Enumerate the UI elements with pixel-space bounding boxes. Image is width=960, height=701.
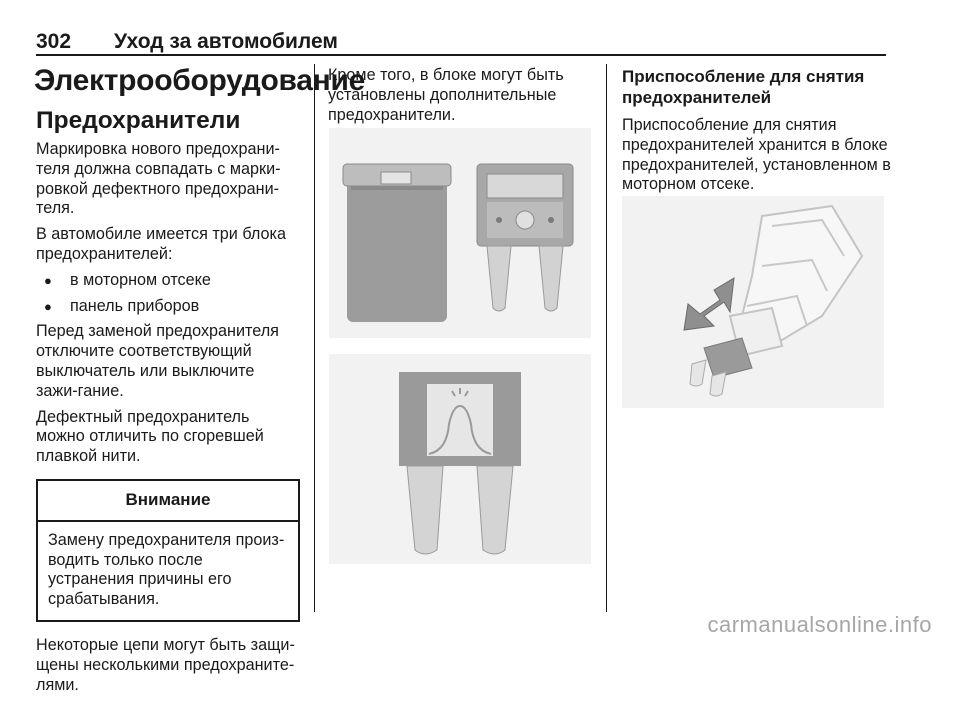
column-2	[328, 66, 598, 131]
fuse-photo-bottom	[329, 354, 591, 564]
paragraph-multiple-fuses: Некоторые цепи могут быть защи-щены несколькими предохраните-лями.	[36, 635, 295, 694]
paragraph-additional-fuses: Кроме того, в блоке могут быть установлены дополнительные предохранители.	[328, 66, 564, 124]
column-divider-2	[606, 64, 607, 612]
fuse-box-list	[36, 271, 300, 317]
chapter-title: Уход за автомобилем	[114, 30, 338, 53]
column-divider-1	[314, 64, 315, 612]
fuse-photo-top	[329, 128, 591, 338]
fuses-subtitle: Предохранители	[36, 107, 241, 134]
page-number: 302	[36, 30, 72, 53]
list-item: ● в моторном отсеке	[36, 271, 300, 291]
paragraph-fuse-puller: Приспособление для снятия предохранителей хранится в блоке предохранителей, установленном в моторном отсеке.	[622, 116, 891, 194]
paragraph-marking: Маркировка нового предохрани-теля должна совпадать с марки-ровкой дефектного предохрани-теля.	[36, 140, 281, 218]
paragraph-switch-off: Перед заменой предохранителя отключите соответствующий выключатель или выключите зажи-гание.	[36, 322, 279, 400]
fuse-puller-photo	[622, 196, 884, 408]
list-item: ● панель приборов	[36, 297, 300, 317]
column-1	[36, 106, 300, 701]
paragraph-defective: Дефектный предохранитель можно отличить по сгоревшей плавкой нити.	[36, 407, 264, 466]
column-3	[622, 66, 892, 201]
caution-text: Замену предохранителя произ-водить только после устранения причины его срабатывания.	[48, 530, 285, 609]
blown-fuse-illustration	[329, 354, 591, 564]
fuse-puller-heading: Приспособление для снятия предохранителей	[622, 67, 865, 107]
caution-title: Внимание	[38, 481, 298, 522]
header-rule	[36, 54, 886, 56]
watermark: carmanualsonline.info	[707, 612, 932, 637]
section-title: Электрооборудование	[34, 64, 365, 97]
fuse-types-illustration	[329, 128, 591, 338]
caution-box	[36, 479, 300, 622]
paragraph-fuse-boxes: В автомобиле имеется три блока предохранителей:	[36, 225, 286, 263]
fuse-puller-illustration	[622, 196, 884, 408]
